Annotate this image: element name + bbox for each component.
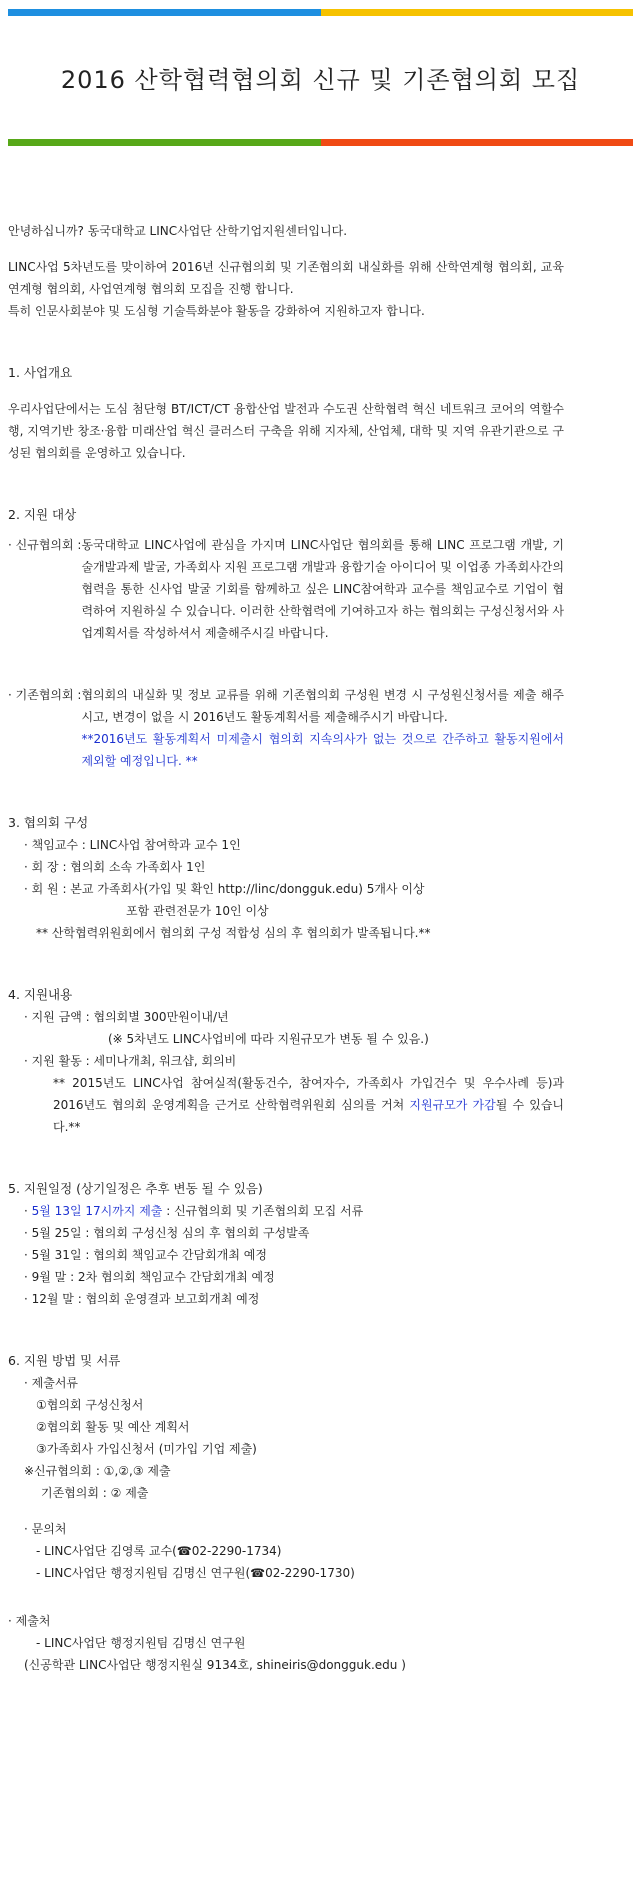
document-body <box>8 220 564 1676</box>
composition-members: · 회 원 : 본교 가족회사(가입 및 확인 http://linc/dongguk.edu) 5개사 이상 <box>24 882 425 896</box>
support-note-text: ** 2015년도 LINC사업 참여실적(활동건수, 참여자수, 가족회사 가입건수 및 우수사례 등)과 2016년도 협의회 운영계획을 근거로 산학협력위원회 심의를 거쳐 <box>53 1076 564 1112</box>
document-item: ①협의회 구성신청서 <box>36 1398 144 1412</box>
bottom-bar-green <box>8 139 321 146</box>
submit-address: (신공학관 LINC사업단 행정지원실 9134호, shineiris@dongguk.edu ) <box>24 1658 406 1672</box>
composition-professor: · 책임교수 : LINC사업 참여학과 교수 1인 <box>24 838 241 852</box>
document-item: ②협의회 활동 및 예산 계획서 <box>36 1420 190 1434</box>
section-6-heading: 6. 지원 방법 및 서류 <box>8 1353 121 1368</box>
schedule-item: · 9월 말 : 2차 협의회 책임교수 간담회개최 예정 <box>24 1270 275 1284</box>
documents-label: · 제출서류 <box>24 1376 78 1390</box>
top-bar-blue <box>8 9 321 16</box>
section-5-heading <box>8 1178 564 1200</box>
existing-council-note: **2016년도 활동계획서 미제출시 협의회 지속의사가 없는 것으로 간주하고 활동지원에서 제외할 예정입니다. ** <box>81 732 564 768</box>
contact-item: - LINC사업단 김영록 교수(☎02-2290-1734) <box>36 1544 282 1558</box>
intro-paragraph: LINC사업 5차년도를 맞이하여 2016년 신규협의회 및 기존협의회 내실화를 위해 산학연계형 협의회, 교육연계형 협의회, 사업연계형 협의회 모집을 진행 합니다. <box>8 260 564 296</box>
schedule-item: · 5월 31일 : 협의회 책임교수 간담회개최 예정 <box>24 1248 267 1262</box>
existing-council-block <box>81 684 564 772</box>
schedule-deadline-desc: : 신규협의회 및 기존협의회 모집 서류 <box>162 1204 364 1218</box>
top-color-bar <box>8 9 633 16</box>
new-council-requirement: ※신규협의회 : ①,②,③ 제출 <box>24 1464 171 1478</box>
support-amount: · 지원 금액 : 협의회별 300만원이내/년 <box>24 1010 229 1024</box>
section-5-title: 5. 지원일정 <box>8 1181 73 1196</box>
new-council-label: · 신규협의회 : <box>8 538 82 552</box>
composition-note: ** 산학협력위원회에서 협의회 구성 적합성 심의 후 협의회가 발족됩니다.** <box>36 926 431 940</box>
contact-label: · 문의처 <box>24 1522 67 1536</box>
schedule-bullet: · <box>24 1204 32 1218</box>
support-amount-note: (※ 5차년도 LINC사업비에 따라 지원규모가 변동 될 수 있음.) <box>108 1032 429 1046</box>
contact-item: - LINC사업단 행정지원팀 김명신 연구원(☎02-2290-1730) <box>36 1566 355 1580</box>
document-item: ③가족회사 가입신청서 (미가입 기업 제출) <box>36 1442 257 1456</box>
section-2-heading: 2. 지원 대상 <box>8 507 77 522</box>
section-3-heading: 3. 협의회 구성 <box>8 815 89 830</box>
bottom-color-bar <box>8 139 633 146</box>
schedule-item: · 12월 말 : 협의회 운영결과 보고회개최 예정 <box>24 1292 260 1306</box>
section-1-body: 우리사업단에서는 도심 첨단형 BT/ICT/CT 융합산업 발전과 수도권 산학협력 혁신 네트워크 코어의 역할수행, 지역기반 창조·융합 미래산업 혁신 클러스터 구축을 위해 지자체, 산업체, 대학 및 지역 유관기관으로 구성된 협의회를 운영하고 있습니다. <box>8 402 564 460</box>
top-bar-yellow <box>321 9 634 16</box>
new-council-row <box>8 534 564 644</box>
existing-council-label: · 기존협의회 : <box>8 688 82 702</box>
schedule-item <box>8 1200 564 1222</box>
support-activities: · 지원 활동 : 세미나개최, 워크샵, 회의비 <box>24 1054 237 1068</box>
section-1-heading: 1. 사업개요 <box>8 365 73 380</box>
submit-item: - LINC사업단 행정지원팀 김명신 연구원 <box>36 1636 246 1650</box>
existing-council-requirement: 기존협의회 : ② 제출 <box>41 1486 149 1500</box>
schedule-deadline: 5월 13일 17시까지 제출 <box>31 1204 163 1218</box>
existing-council-text: 협의회의 내실화 및 정보 교류를 위해 기존협의회 구성원 변경 시 구성원신청서를 제출 해주시고, 변경이 없을 시 2016년도 활동계획서를 제출해주시기 바랍니다. <box>81 688 564 724</box>
new-council-text: 동국대학교 LINC사업에 관심을 가지며 LINC사업단 협의회를 통해 LINC 프로그램 개발, 기술개발과제 발굴, 가족회사 지원 프로그램 개발과 융합기술 아이디어 및 이업종 가족회사간의 협력을 통한 신사업 발굴 기회를 함께하고 싶은 LINC참여학과 교수를 책임교수로 기업이 협력하여 지원하실 수 있습니다. 이러한 산학협력에 기여하고자 하는 협의회는 구성신청서와 사업계획서를 작성하셔서 제출해주시길 바랍니다. <box>81 538 564 640</box>
section-5-note: (상기일정은 추후 변동 될 수 있음) <box>72 1181 263 1196</box>
support-note-emphasis: 지원규모가 가감 <box>409 1098 496 1112</box>
composition-chair: · 회 장 : 협의회 소속 가족회사 1인 <box>24 860 206 874</box>
section-4-heading: 4. 지원내용 <box>8 987 73 1002</box>
existing-council-row <box>8 684 564 772</box>
intro-paragraph-2: 특히 인문사회분야 및 도심형 기술특화분야 활동을 강화하여 지원하고자 합니다. <box>8 304 425 318</box>
submit-label: · 제출처 <box>8 1614 51 1628</box>
support-note-end: 될 수 있습니다.** <box>53 1098 565 1134</box>
schedule-item: · 5월 25일 : 협의회 구성신청 심의 후 협의회 구성발족 <box>24 1226 310 1240</box>
bottom-bar-red <box>321 139 634 146</box>
page-title: 2016 산학협력협의회 신규 및 기존협의회 모집 <box>60 66 581 94</box>
composition-members-cont: 포함 관련전문가 10인 이상 <box>126 904 269 918</box>
support-note <box>8 1072 564 1138</box>
greeting: 안녕하십니까? 동국대학교 LINC사업단 산학기업지원센터입니다. <box>8 224 348 238</box>
